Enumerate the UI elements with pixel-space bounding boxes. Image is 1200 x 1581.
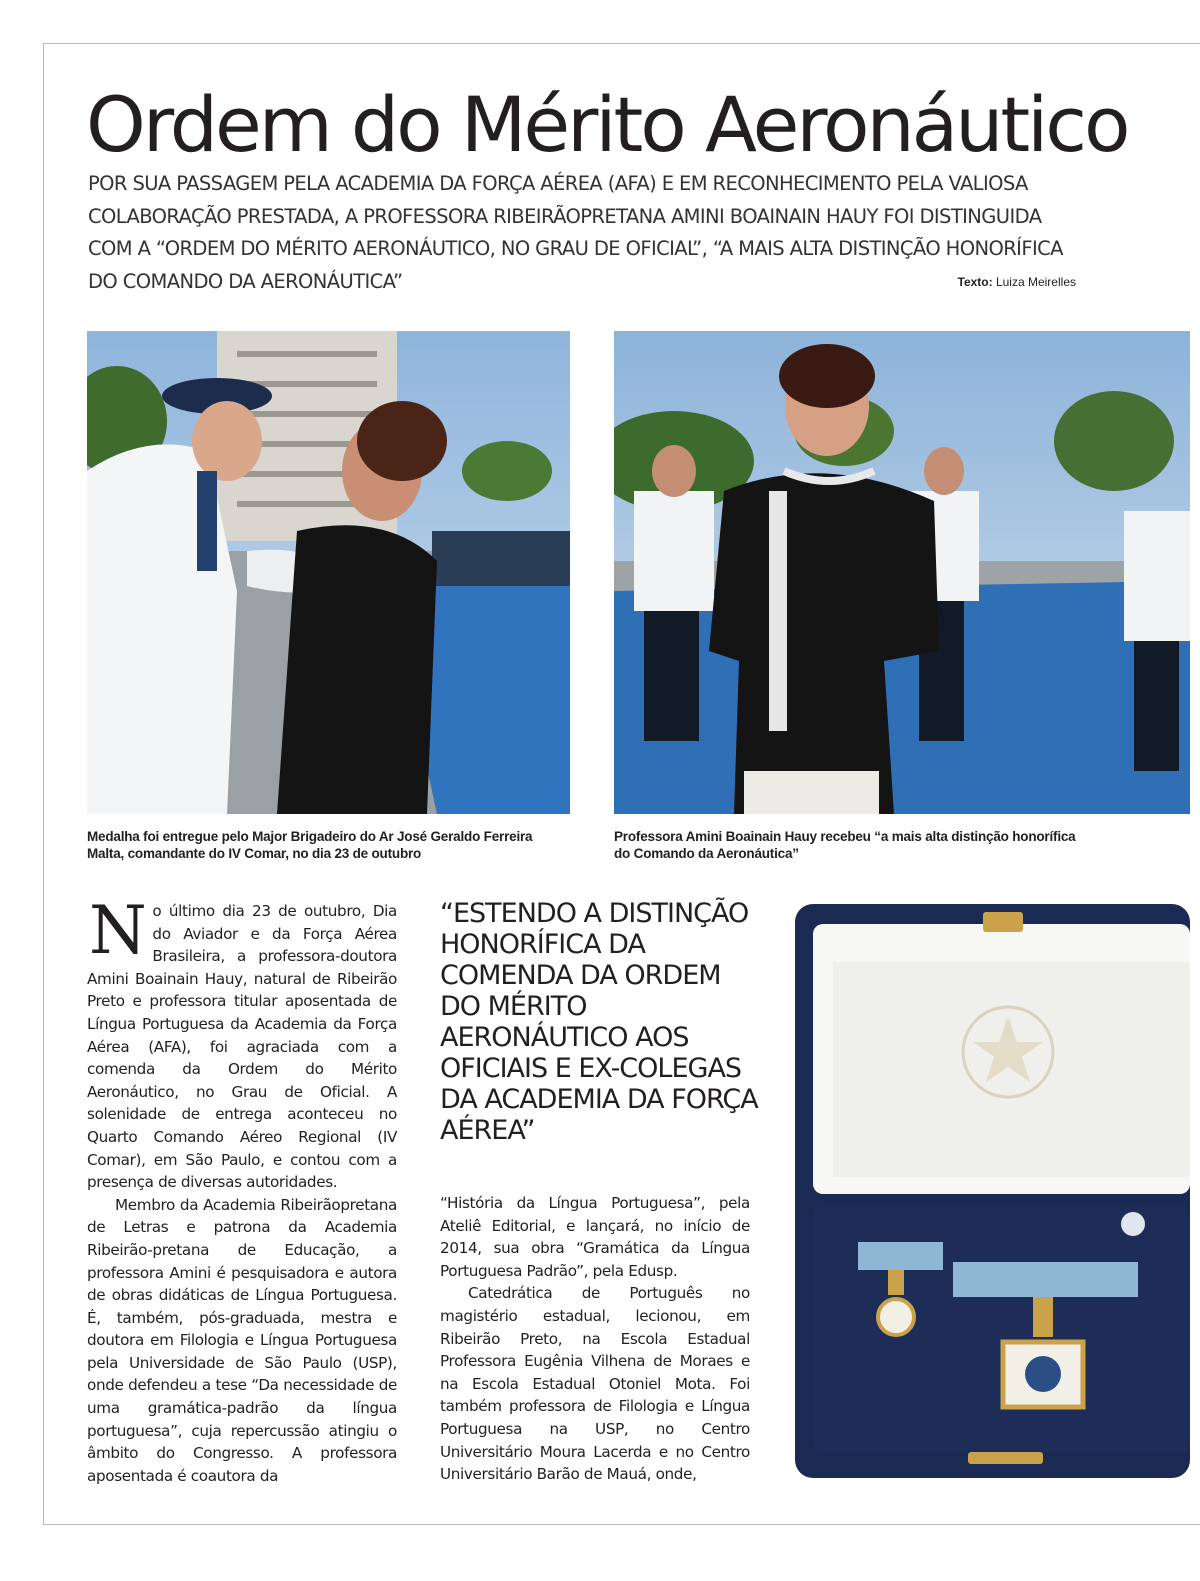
author-credit [900, 275, 1076, 289]
paragraph-2: Membro da Academia Ribeirãopretana de Letras e patrona da Academia Ribeirão-pretana de Educação, a professora Amini é pesquisadora e autora de obras didáticas de Língua Portuguesa. É, também, pós-graduada, mestra e doutora em Filologia e Língua Portuguesa pela Universidade de São Paulo (USP), onde defendeu a tese “Da necessidade de uma gramática-padrão da língua portuguesa”, cuja repercussão atingiu o âmbito do Congresso. A professora aposentada é coautora da [87, 1195, 397, 1485]
caption-photo-1: Medalha foi entregue pelo Major Brigadeiro do Ar José Geraldo Ferreira Malta, comandante do IV Comar, no dia 23 de outubro [87, 829, 533, 861]
paragraph-1 [87, 892, 397, 1194]
photo-professor-standing [614, 331, 1190, 814]
photo-medal-ceremony [87, 331, 570, 814]
drop-cap: N [89, 892, 147, 969]
article-column-1 [87, 892, 397, 1487]
article-subtitle: POR SUA PASSAGEM PELA ACADEMIA DA FORÇA AÉREA (AFA) E EM RECONHECIMENTO PELA VALIOSA COLABORAÇÃO PRESTADA, A PROFESSORA RIBEIRÃOPRETANA AMINI BOAINAIN HAUY FOI DISTINGUIDA COM A “ORDEM DO MÉRITO AERONÁUTICO, NO GRAU DE OFICIAL”, “A MAIS ALTA DISTINÇÃO HONORÍFICA DO COMANDO DA AERONÁUTICA” [88, 172, 1063, 293]
caption-photo-2: Professora Amini Boainain Hauy recebeu “a mais alta distinção honorífica do Comando da Aeronáutica” [614, 829, 1076, 861]
article-title: Ordem do Mérito Aeronáutico [86, 80, 1128, 169]
article-column-2 [440, 1192, 750, 1486]
credit-label: Texto: [957, 275, 993, 289]
paragraph-3: “História da Língua Portuguesa”, pela Ateliê Editorial, e lançará, no início de 2014, sua obra “Gramática da Língua Portuguesa Padrão”, pela Edusp. [440, 1194, 750, 1280]
paragraph-1-text: o último dia 23 de outubro, Dia do Aviador e da Força Aérea Brasileira, a professora-doutora Amini Boainain Hauy, natural de Ribeirão Preto e professora titular aposentada de Língua Portuguesa da Academia da Força Aérea (AFA), foi agraciada com a comenda da Ordem do Mérito Aeronáutico, no Grau de Oficial. A solenidade de entrega aconteceu no Quarto Comando Aéreo Regional (IV Comar), em São Paulo, e contou com a presença de diversas autoridades. [87, 902, 397, 1192]
paragraph-4: Catedrática de Português no magistério estadual, lecionou, em Ribeirão Preto, na Escola Estadual Professora Eugênia Vilhena de Moraes e na Escola Estadual Otoniel Mota. Foi também professora de Filologia e Língua Portuguesa na USP, no Centro Universitário Moura Lacerda e no Centro Universitário Barão de Mauá, onde, [440, 1284, 750, 1484]
pull-quote: “ESTENDO A DISTINÇÃO HONORÍFICA DA COMENDA DA ORDEM DO MÉRITO AERONÁUTICO AOS OFICIAIS E EX-COLEGAS DA ACADEMIA DA FORÇA AÉREA” [440, 898, 758, 1146]
credit-name: Luiza Meirelles [995, 275, 1076, 289]
photo-medal-case [793, 902, 1190, 1480]
